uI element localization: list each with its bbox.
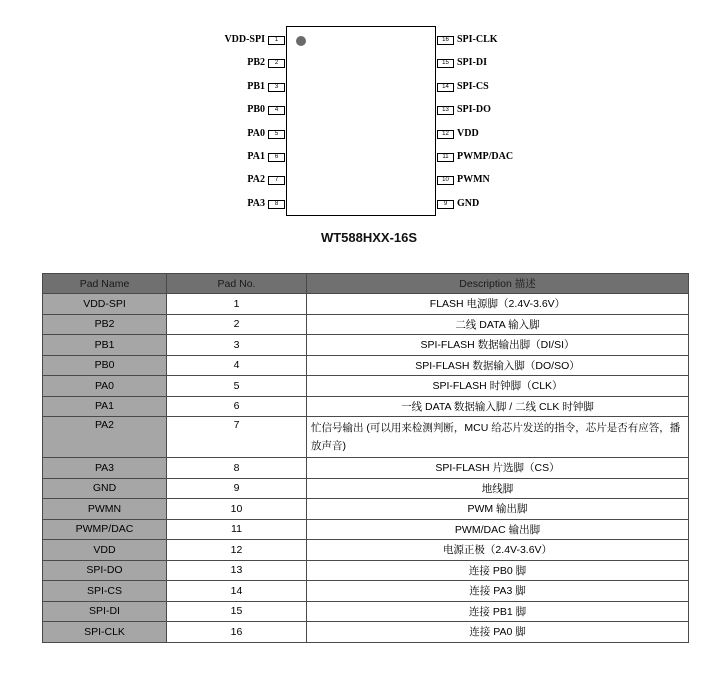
cell-pad-name: SPI-DO — [43, 560, 167, 581]
pin-number-box: 5 — [268, 130, 285, 139]
pin1-marker-icon — [296, 36, 306, 46]
cell-pad-name: PB1 — [43, 335, 167, 356]
pin-label: PWMP/DAC — [457, 151, 514, 162]
pin-number-box: 8 — [268, 200, 285, 209]
cell-description: 地线脚 — [307, 478, 689, 499]
table-row — [43, 581, 689, 602]
cell-pad-name: GND — [43, 478, 167, 499]
table-row — [43, 314, 689, 335]
cell-description: 忙信号输出 (可以用来检测判断，MCU 给芯片发送的指令，芯片是否有应答，播放声音) — [307, 417, 689, 458]
cell-pad-name: SPI-DI — [43, 601, 167, 622]
cell-pad-no: 8 — [167, 458, 307, 479]
pin-label: PB0 — [247, 104, 265, 115]
cell-description: PWM/DAC 输出脚 — [307, 519, 689, 540]
pin-label: PA2 — [247, 174, 265, 185]
pin-label: SPI-DI — [457, 57, 488, 68]
cell-pad-name: PA0 — [43, 376, 167, 397]
table-row — [43, 458, 689, 479]
chip-diagram — [0, 0, 720, 260]
cell-pad-no: 12 — [167, 540, 307, 561]
cell-description: 连接 PA3 脚 — [307, 581, 689, 602]
table-row — [43, 294, 689, 315]
pad-table — [42, 273, 689, 643]
cell-description: SPI-FLASH 数据输出脚（DI/SI） — [307, 335, 689, 356]
table-row — [43, 335, 689, 356]
cell-description: 连接 PA0 脚 — [307, 622, 689, 643]
cell-description: SPI-FLASH 数据输入脚（DO/SO） — [307, 355, 689, 376]
cell-pad-no: 2 — [167, 314, 307, 335]
pin-label: PB2 — [247, 57, 265, 68]
pin-number-box: 6 — [268, 153, 285, 162]
cell-pad-no: 14 — [167, 581, 307, 602]
pin-label: PB1 — [247, 81, 265, 92]
pin-label: SPI-CLK — [457, 34, 498, 45]
pin-label: PA1 — [247, 151, 265, 162]
cell-pad-name: PA2 — [43, 417, 167, 458]
table-row — [43, 601, 689, 622]
cell-description: 电源正极（2.4V-3.6V） — [307, 540, 689, 561]
pin-number-box: 12 — [437, 130, 454, 139]
pin-label: SPI-DO — [457, 104, 491, 115]
pin-label: VDD — [457, 128, 479, 139]
cell-pad-no: 1 — [167, 294, 307, 315]
header-description: Description 描述 — [307, 274, 689, 294]
pin-label: SPI-CS — [457, 81, 489, 92]
table-row — [43, 499, 689, 520]
pin-label: PWMN — [457, 174, 490, 185]
cell-pad-no: 10 — [167, 499, 307, 520]
pin-number-box: 2 — [268, 59, 285, 68]
pin-number-box: 16 — [437, 36, 454, 45]
pin-number-box: 13 — [437, 106, 454, 115]
cell-pad-no: 4 — [167, 355, 307, 376]
cell-description: 二线 DATA 输入脚 — [307, 314, 689, 335]
header-pad-name: Pad Name — [43, 274, 167, 294]
pin-number-box: 4 — [268, 106, 285, 115]
pin-label: VDD-SPI — [224, 34, 265, 45]
pin-number-box: 14 — [437, 83, 454, 92]
pin-number-box: 3 — [268, 83, 285, 92]
chip-title: WT588HXX-16S — [320, 230, 418, 245]
pin-label: PA3 — [247, 198, 265, 209]
cell-description: SPI-FLASH 时钟脚（CLK） — [307, 376, 689, 397]
cell-pad-no: 11 — [167, 519, 307, 540]
cell-description: PWM 输出脚 — [307, 499, 689, 520]
pin-number-box: 10 — [437, 176, 454, 185]
pin-number-box: 15 — [437, 59, 454, 68]
cell-description: 一线 DATA 数据输入脚 / 二线 CLK 时钟脚 — [307, 396, 689, 417]
table-row — [43, 540, 689, 561]
chip-body — [286, 26, 436, 216]
table-body — [43, 294, 689, 643]
table-row — [43, 417, 689, 458]
cell-pad-name: PWMN — [43, 499, 167, 520]
pin-number-box: 1 — [268, 36, 285, 45]
cell-pad-no: 9 — [167, 478, 307, 499]
table-row — [43, 376, 689, 397]
cell-pad-no: 15 — [167, 601, 307, 622]
table-row — [43, 355, 689, 376]
table-row — [43, 622, 689, 643]
pin-number-box: 9 — [437, 200, 454, 209]
cell-pad-name: VDD-SPI — [43, 294, 167, 315]
cell-pad-no: 7 — [167, 417, 307, 458]
cell-description: 连接 PB0 脚 — [307, 560, 689, 581]
cell-description: FLASH 电源脚（2.4V-3.6V） — [307, 294, 689, 315]
cell-pad-name: PB0 — [43, 355, 167, 376]
cell-pad-name: PA1 — [43, 396, 167, 417]
pin-label: GND — [457, 198, 480, 209]
cell-pad-no: 6 — [167, 396, 307, 417]
cell-pad-name: PB2 — [43, 314, 167, 335]
cell-pad-no: 3 — [167, 335, 307, 356]
cell-pad-no: 13 — [167, 560, 307, 581]
table-row — [43, 519, 689, 540]
cell-pad-no: 5 — [167, 376, 307, 397]
cell-pad-name: PA3 — [43, 458, 167, 479]
cell-pad-name: SPI-CLK — [43, 622, 167, 643]
cell-description: 连接 PB1 脚 — [307, 601, 689, 622]
cell-pad-name: VDD — [43, 540, 167, 561]
pin-label: PA0 — [247, 128, 265, 139]
header-pad-no: Pad No. — [167, 274, 307, 294]
table-row — [43, 396, 689, 417]
pin-number-box: 7 — [268, 176, 285, 185]
table-header-row — [43, 274, 689, 294]
table-row — [43, 478, 689, 499]
pin-number-box: 11 — [437, 153, 454, 162]
cell-pad-no: 16 — [167, 622, 307, 643]
table-row — [43, 560, 689, 581]
cell-pad-name: SPI-CS — [43, 581, 167, 602]
cell-description: SPI-FLASH 片选脚（CS） — [307, 458, 689, 479]
cell-pad-name: PWMP/DAC — [43, 519, 167, 540]
